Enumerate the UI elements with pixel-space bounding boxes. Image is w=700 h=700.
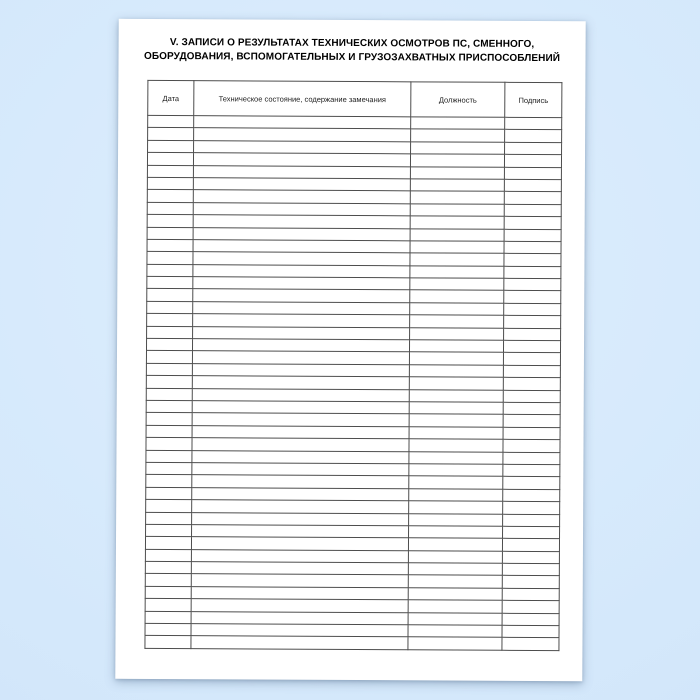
table-cell-condition [193,178,410,192]
table-cell-signature [503,340,560,353]
table-cell-condition [192,351,409,365]
table-cell-signature [502,638,559,651]
table-cell-condition [192,425,409,439]
table-cell-position [410,265,504,278]
table-cell-position [409,476,503,489]
table-cell-position [409,389,503,402]
table-cell-signature [502,613,559,626]
table-cell-date [146,338,192,351]
table-cell-position [409,526,503,539]
table-cell-signature [504,241,561,254]
table-cell-date [145,586,191,599]
table-cell-position [410,290,504,303]
table-cell-signature [503,477,560,490]
table-cell-condition [192,463,409,477]
column-header-position: Должность [411,82,505,117]
table-cell-signature [503,452,560,465]
table-cell-condition [192,512,409,526]
table-cell-signature [502,539,559,552]
table-cell-condition [192,339,409,353]
table-cell-date [146,475,192,488]
table-cell-date [145,561,191,574]
table-cell-signature [504,291,561,304]
table-cell-condition [192,388,409,402]
table-cell-position [411,117,505,130]
table-cell-signature [502,625,559,638]
page-title [128,36,575,66]
table-cell-date [147,202,193,215]
table-cell-position [410,166,504,179]
table-cell-condition [193,165,410,179]
table-cell-position [409,365,503,378]
table-cell-position [409,501,503,514]
table-cell-condition [192,363,409,377]
table-cell-signature [503,439,560,452]
table-cell-signature [503,464,560,477]
table-cell-condition [193,302,410,316]
table-cell-date [146,388,192,401]
table-cell-position [410,315,504,328]
table-cell-position [410,216,504,229]
table-cell-signature [503,365,560,378]
table-cell-position [408,612,502,625]
table-cell-condition [193,326,410,340]
table-cell-condition [192,376,409,390]
table-cell-condition [193,264,410,278]
table-cell-signature [504,278,561,291]
table-cell-position [411,129,505,142]
table-cell-date [145,549,191,562]
table-cell-condition [193,215,410,229]
table-cell-condition [193,202,410,216]
table-cell-position [410,253,504,266]
table-cell-date [147,215,193,228]
table-header-row [148,80,562,117]
inspection-records-table [144,80,562,651]
table-cell-condition [194,116,411,130]
table-cell-condition [191,537,408,551]
table-cell-condition [191,587,408,601]
table-cell-position [409,489,503,502]
table-cell-signature [502,601,559,614]
table-cell-condition [193,314,410,328]
table-cell-date [145,611,191,624]
table-cell-signature [504,154,561,167]
table-cell-position [408,550,502,563]
table-cell-signature [504,216,561,229]
table-cell-signature [504,303,561,316]
table-cell-signature [504,328,561,341]
table-cell-condition [194,140,411,154]
table-cell-condition [192,525,409,539]
table-cell-position [408,600,502,613]
table-cell-condition [192,401,409,415]
table-cell-signature [503,501,560,514]
page-title-line-1: V. ЗАПИСИ О РЕЗУЛЬТАТАХ ТЕХНИЧЕСКИХ ОСМОТРОВ ПС, СМЕННОГО, [169,37,535,50]
table-cell-condition [193,252,410,266]
table-cell-position [408,563,502,576]
table-cell-date [146,351,192,364]
table-cell-position [408,575,502,588]
table-cell-position [408,538,502,551]
table-cell-signature [503,427,560,440]
table-cell-signature [503,514,560,527]
table-cell-condition [191,562,408,576]
table-cell-date [146,524,192,537]
table-cell-date [146,500,192,513]
table-cell-position [411,142,505,155]
table-cell-position [410,154,504,167]
table-cell-date [145,623,191,636]
table-cell-condition [193,190,410,204]
table-cell-position [409,414,503,427]
table-cell-date [147,190,193,203]
column-header-signature: Подпись [505,82,562,117]
table-cell-condition [193,277,410,291]
table-cell-signature [503,390,560,403]
table-cell-condition [191,599,408,613]
table-cell-condition [193,153,410,167]
table-cell-date [148,140,194,153]
table-cell-condition [191,611,408,625]
table-cell-position [409,513,503,526]
table-cell-signature [502,563,559,576]
document-page [115,19,585,681]
table-cell-date [147,239,193,252]
table-cell-condition [192,487,409,501]
table-cell-signature [502,588,559,601]
table-cell-condition [194,128,411,142]
table-cell-condition [191,549,408,563]
table-cell-date [147,153,193,166]
table-cell-condition [192,500,409,514]
table-cell-date [147,165,193,178]
table-cell-position [409,377,503,390]
table-cell-date [148,128,194,141]
table-cell-position [410,327,504,340]
table-cell-condition [193,240,410,254]
table-cell-position [410,179,504,192]
table-cell-date [147,177,193,190]
table-cell-signature [502,551,559,564]
table-cell-position [410,303,504,316]
table-cell-condition [192,450,409,464]
table-cell-position [408,588,502,601]
table-cell-date [145,574,191,587]
table-cell-date [146,462,192,475]
table-cell-date [146,376,192,389]
table-cell-position [409,451,503,464]
table-row [145,636,559,651]
table-cell-position [410,228,504,241]
table-cell-condition [191,574,408,588]
table-cell-date [147,227,193,240]
table-cell-position [410,241,504,254]
table-cell-signature [502,576,559,589]
table-cell-date [146,487,192,500]
table-cell-position [410,204,504,217]
table-cell-date [147,301,193,314]
table-cell-date [147,289,193,302]
table-cell-signature [504,229,561,242]
table-cell-date [145,636,191,649]
table-cell-date [147,264,193,277]
table-cell-condition [192,438,409,452]
table-cell-date [146,413,192,426]
table-cell-signature [503,402,560,415]
table-cell-signature [505,142,562,155]
table-cell-position [408,625,502,638]
table-cell-condition [191,636,408,650]
table-cell-condition [193,289,410,303]
table-cell-signature [504,179,561,192]
table-cell-date [146,450,192,463]
table-cell-condition [192,413,409,427]
table-cell-condition [193,227,410,241]
column-header-date: Дата [148,80,194,115]
table-cell-condition [191,624,408,638]
table-cell-signature [503,489,560,502]
table-cell-date [146,512,192,525]
table-cell-signature [504,204,561,217]
table-cell-position [410,278,504,291]
table-cell-signature [504,266,561,279]
table-cell-position [409,352,503,365]
table-cell-date [147,314,193,327]
table-cell-position [409,439,503,452]
table-cell-date [145,537,191,550]
table-cell-date [148,115,194,128]
table-cell-signature [503,378,560,391]
table-cell-signature [504,192,561,205]
page-title-line-2: ОБОРУДОВАНИЯ, ВСПОМОГАТЕЛЬНЫХ И ГРУЗОЗАХВАТНЫХ ПРИСПОСОБЛЕНИЙ [143,50,561,65]
table-cell-signature [503,415,560,428]
table-cell-signature [505,130,562,143]
table-cell-signature [504,167,561,180]
table-cell-date [146,438,192,451]
table-cell-position [408,637,502,650]
table-cell-signature [504,316,561,329]
table-cell-position [409,402,503,415]
column-header-condition: Техническое состояние, содержание замечания [194,81,411,117]
table-cell-date [147,326,193,339]
table-cell-position [409,464,503,477]
table-cell-position [409,340,503,353]
table-cell-signature [505,117,562,130]
table-cell-position [409,427,503,440]
table-cell-date [146,400,192,413]
table-cell-date [146,425,192,438]
table-cell-signature [503,353,560,366]
table-cell-date [145,599,191,612]
table-cell-signature [503,526,560,539]
table-cell-date [147,277,193,290]
table-cell-date [146,363,192,376]
table-cell-position [410,191,504,204]
table-cell-condition [192,475,409,489]
table-cell-date [147,252,193,265]
table-cell-signature [504,254,561,267]
